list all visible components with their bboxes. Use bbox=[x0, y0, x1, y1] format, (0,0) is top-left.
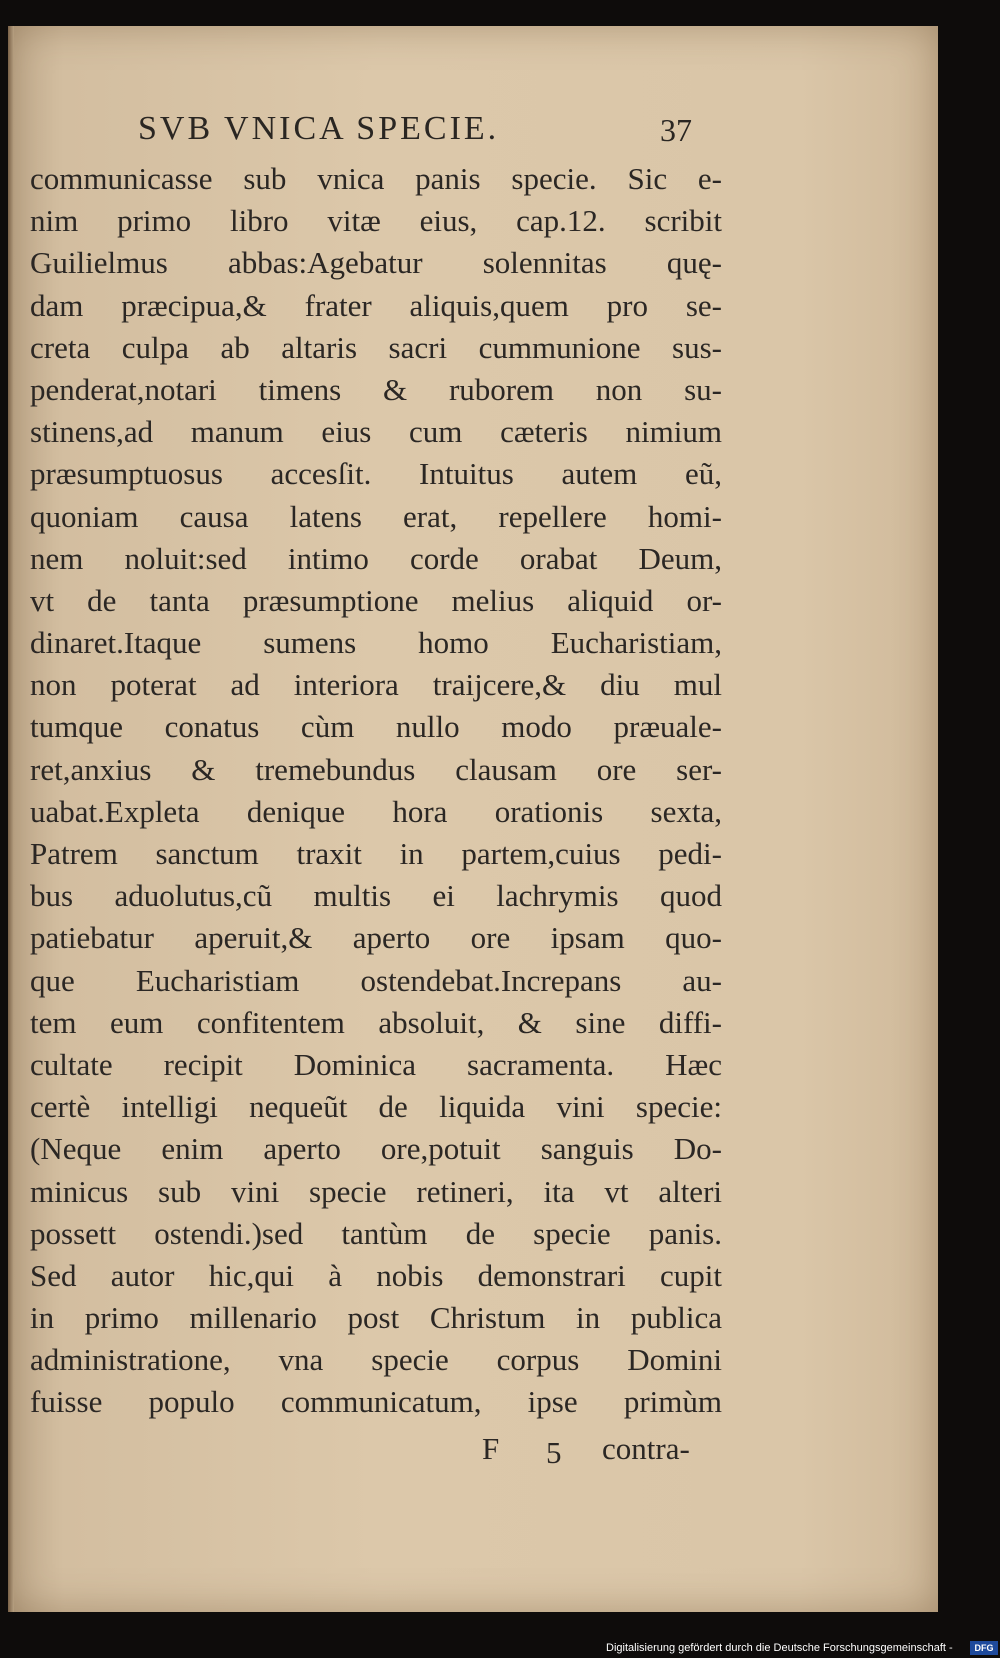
text-line: præsumptuosus accesſit. Intuitus autem eũ, bbox=[30, 456, 722, 492]
dfg-logo: DFG bbox=[970, 1641, 998, 1655]
text-line: bus aduolutus,cũ multis ei lachrymis quod bbox=[30, 878, 722, 914]
funding-credit: Digitalisierung gefördert durch die Deutsche Forschungsgemeinschaft - bbox=[606, 1642, 953, 1654]
text-line: non poterat ad interiora traijcere,& diu mul bbox=[30, 667, 722, 703]
page-header bbox=[138, 104, 698, 154]
body-text bbox=[30, 158, 722, 1424]
digitization-footer bbox=[606, 1640, 1000, 1658]
text-line: Guilielmus abbas:Agebatur solennitas quę- bbox=[30, 245, 722, 281]
text-line: in primo millenario post Christum in publica bbox=[30, 1300, 722, 1336]
page-gutter-edge bbox=[8, 26, 14, 1612]
text-line: penderat,notari timens & ruborem non su- bbox=[30, 371, 722, 407]
text-line: uabat.Expleta denique hora orationis sexta, bbox=[30, 793, 722, 829]
text-line: dam præcipua,& frater aliquis,quem pro se- bbox=[30, 287, 722, 323]
text-line: vt de tanta præsumptione melius aliquid or- bbox=[30, 582, 722, 618]
text-line: Sed autor hic,qui à nobis demonstrari cupit bbox=[30, 1257, 722, 1293]
text-line: minicus sub vini specie retineri, ita vt alteri bbox=[30, 1173, 722, 1209]
text-line: tumque conatus cùm nullo modo præuale- bbox=[30, 709, 722, 745]
text-line: certè intelligi nequeũt de liquida vini specie: bbox=[30, 1089, 722, 1125]
text-line: administratione, vna specie corpus Domini bbox=[30, 1342, 722, 1378]
text-line: communicasse sub vnica panis specie. Sic e- bbox=[30, 161, 722, 196]
text-line: (Neque enim aperto ore,potuit sanguis Do- bbox=[30, 1131, 722, 1167]
text-line: creta culpa ab altaris sacri cummunione sus- bbox=[30, 329, 722, 365]
text-line: possett ostendi.)sed tantùm de specie panis. bbox=[30, 1215, 722, 1251]
text-line: Patrem sanctum traxit in partem,cuius pedi- bbox=[30, 836, 722, 871]
text-line: ret,anxius & tremebundus clausam ore ser- bbox=[30, 751, 722, 787]
signature-letter: F bbox=[482, 1431, 500, 1466]
running-title: SVB VNICA SPECIE. bbox=[138, 110, 500, 147]
catchword: contra- bbox=[602, 1431, 690, 1466]
page-number: 37 bbox=[660, 112, 692, 148]
signature-number: 5 bbox=[546, 1435, 562, 1470]
text-line: stinens,ad manum eius cum cæteris nimium bbox=[30, 414, 722, 450]
text-line: nim primo libro vitæ eius, cap.12. scribit bbox=[30, 203, 722, 239]
text-line: fuisse populo communicatum, ipse primùm bbox=[30, 1384, 722, 1420]
text-line: quoniam causa latens erat, repellere homi- bbox=[30, 498, 722, 534]
text-line: nem noluit:sed intimo corde orabat Deum, bbox=[30, 540, 722, 576]
text-line: que Eucharistiam ostendebat.Increpans au- bbox=[30, 962, 722, 998]
text-line: cultate recipit Dominica sacramenta. Hæc bbox=[30, 1046, 722, 1082]
text-line: patiebatur aperuit,& aperto ore ipsam quo- bbox=[30, 920, 722, 956]
text-line: tem eum confitentem absoluit, & sine diffi- bbox=[30, 1004, 722, 1040]
text-line: dinaret.Itaque sumens homo Eucharistiam, bbox=[30, 625, 722, 661]
